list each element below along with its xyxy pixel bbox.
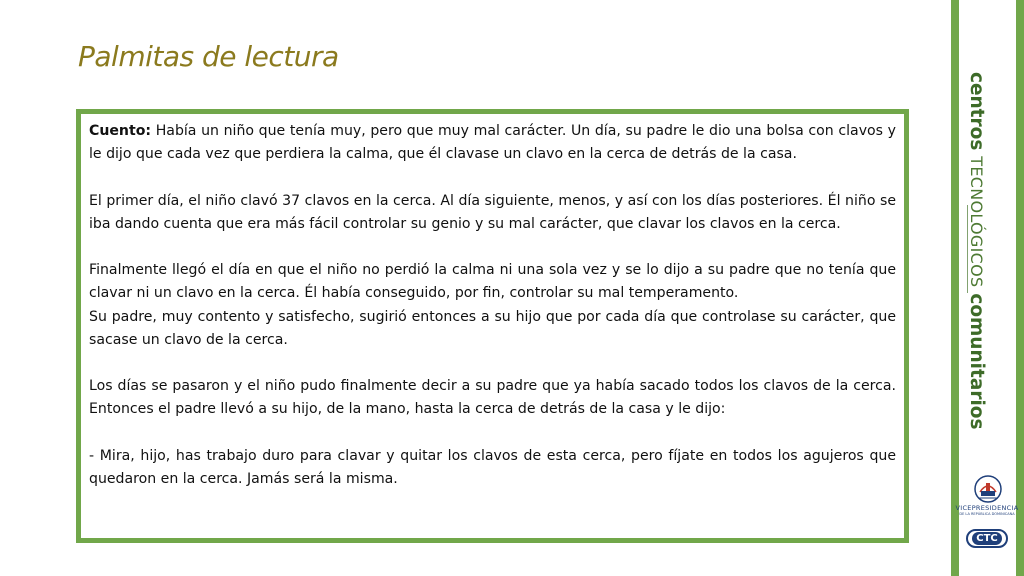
story-text-box — [76, 109, 909, 543]
brand-word-comunitarios: comunitarios — [966, 293, 987, 430]
story-paragraph-5: Los días se pasaron y el niño pudo finalmente decir a su padre que ya había sacado todos los clavos de la cerca. Entonces el padre llevó a su hijo, de la mano, hasta la cerca de detrás de la casa y le dijo: — [89, 378, 896, 418]
org-name: VICEPRESIDENCIA — [955, 504, 1019, 512]
story-label: Cuento: — [89, 123, 152, 139]
story-paragraph-2: El primer día, el niño clavó 37 clavos en la cerca. Al día siguiente, menos, y así con los días posteriores. Él niño se iba dando cuenta que era más fácil controlar su genio y su mal carácter, que clavar los clavos en la cerca. — [89, 192, 896, 232]
slide-title: Palmitas de lectura — [78, 40, 339, 73]
ctc-logo-text: CTC — [972, 532, 1002, 545]
org-subtitle: DE LA REPÚBLICA DOMINICANA — [959, 512, 1015, 516]
story-paragraph-1-text: Había un niño que tenía muy, pero que muy mal carácter. Un día, su padre le dio una bolsa con clavos y le dijo que cada vez que perdiera la calma, que él clavase un clavo en la cerca de detrás de la casa. — [89, 123, 897, 163]
brand-word-centros: centros — [966, 72, 987, 151]
story-paragraph-6: - Mira, hijo, has trabajo duro para clavar y quitar los clavos de esta cerca, pero fíjate en todos los agujeros que quedaron en la cerca. Jamás será la misma. — [89, 447, 896, 487]
ctc-logo-badge — [966, 529, 1008, 548]
story-paragraph-3: Finalmente llegó el día en que el niño no perdió la calma ni una sola vez y se lo dijo a su padre que no tenía que clavar ni un clavo en la cerca. Él había conseguido, por fin, controlar su mal temperamento. — [89, 262, 896, 302]
story-paragraph-4: Su padre, muy contento y satisfecho, sugirió entonces a su hijo que por cada día que controlase su carácter, que sacase un clavo de la cerca. — [89, 308, 896, 348]
brand-word-tecnologicos: TECNOLÓGICOS — [967, 156, 986, 288]
story-paragraph-1 — [89, 120, 896, 166]
brand-wordmark — [967, 72, 986, 430]
vicepresidencia-seal-icon — [968, 474, 1008, 504]
